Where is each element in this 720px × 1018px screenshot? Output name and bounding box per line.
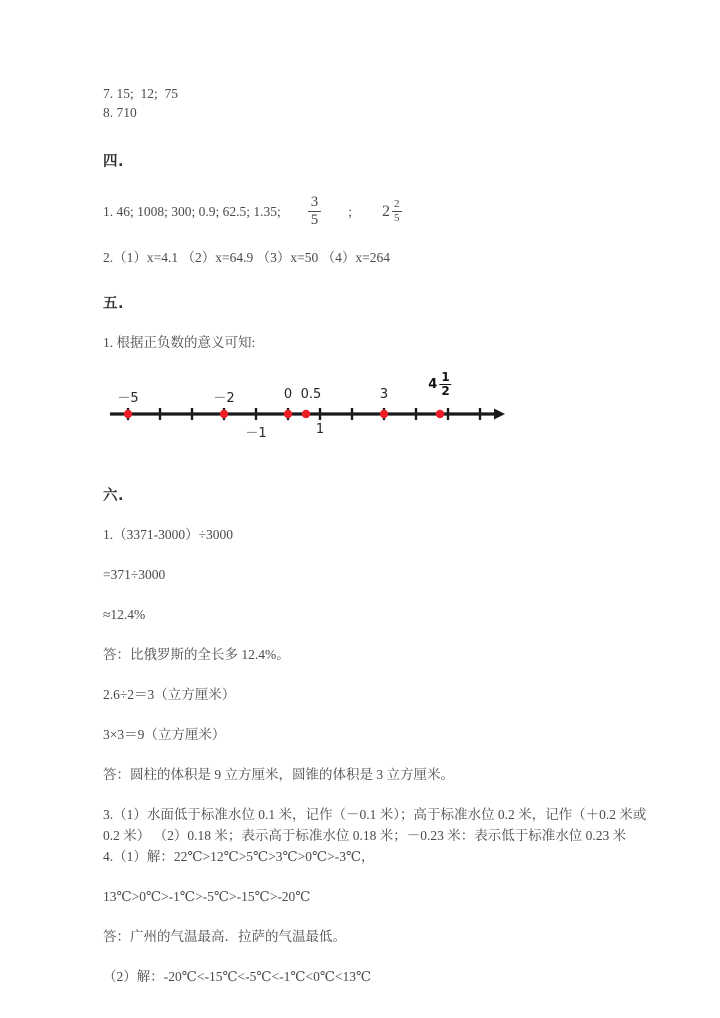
section-six-answer-1: 答：比俄罗斯的全长多 12.4%。 — [103, 647, 290, 662]
item-8: 8. 710 — [103, 105, 137, 120]
mixed-fraction-part — [439, 371, 451, 397]
spacer — [103, 313, 648, 333]
mixed-whole-part: 2 — [382, 202, 391, 220]
number-line-point — [380, 410, 388, 418]
number-line-svg — [103, 374, 648, 460]
section-six-line-5: 3×3＝9（立方厘米） — [103, 727, 226, 742]
number-line-label-above: 3 — [379, 387, 389, 402]
section-six-answer-2: 答：圆柱的体积是 9 立方厘米，圆锥的体积是 3 立方厘米。 — [103, 767, 454, 782]
section-six-item-4-line-1: 4.（1）解：22℃>12℃>5℃>3℃>0℃>-3℃， — [103, 849, 375, 864]
number-line-point — [284, 410, 292, 418]
fraction-denominator: 5 — [310, 212, 319, 228]
fraction-separator: ; — [348, 203, 353, 219]
number-line-mixed-label — [428, 371, 451, 397]
section-four-item-2: 2.（1）x=4.1 （2）x=64.9 （3）x=50 （4）x=264 — [103, 250, 390, 265]
fraction-numerator: 3 — [308, 195, 322, 212]
section-four-item-1-prefix: 1. 46; 1008; 300; 0.9; 62.5; 1.35; — [103, 203, 281, 219]
section-six-item-3: 3.（1）水面低于标准水位 0.1 米，记作（－0.1 米）；高于标准水位 0.2 米，记作（＋0.2 米或 0.2 米） （2）0.18 米；表示高于标准水位 0.18 米；－0.23 米：表示低于标准水位 0.23 米 — [103, 807, 647, 843]
item-7: 7. 15; 12; 75 — [103, 86, 179, 101]
fraction-numerator: 1 — [441, 370, 450, 384]
section-six-line-3: ≈12.4% — [103, 607, 146, 622]
spacer — [103, 171, 648, 195]
mixed-number-two-and-two-fifths — [382, 199, 403, 224]
mixed-fraction-part — [392, 199, 402, 224]
number-line-arrow-icon — [494, 409, 505, 420]
number-line-figure — [103, 370, 648, 460]
number-line-label-above: －2 — [213, 391, 235, 406]
number-line-label-above: 0.5 — [300, 387, 322, 402]
document-content — [103, 84, 648, 987]
fraction-denominator: 2 — [441, 383, 450, 398]
fraction-numerator: 2 — [394, 198, 400, 210]
mixed-whole-part: 4 — [428, 376, 438, 392]
section-heading-four: 四. — [103, 154, 125, 170]
number-line-point — [124, 410, 132, 418]
spacer — [103, 460, 648, 484]
section-heading-five: 五. — [103, 296, 125, 312]
section-six-line-2: =371÷3000 — [103, 567, 166, 582]
fraction-denominator: 5 — [394, 212, 400, 224]
section-six-item-4-line-2: 13℃>0℃>-1℃>-5℃>-15℃>-20℃ — [103, 889, 311, 904]
fraction-three-fifths — [308, 195, 322, 228]
section-six-line-4: 2.6÷2＝3（立方厘米） — [103, 687, 236, 702]
section-four-item-1 — [103, 195, 648, 228]
number-line-label-below: 1 — [315, 422, 325, 437]
section-six-item-4-answer: 答：广州的气温最高．拉萨的气温最低。 — [103, 929, 346, 944]
number-line-point — [436, 410, 444, 418]
section-five-item-1: 1. 根据正负数的意义可知: — [103, 335, 256, 350]
number-line-point — [220, 410, 228, 418]
spacer — [103, 268, 648, 292]
section-six-item-4-line-3: （2）解：-20℃<-15℃<-5℃<-1℃<0℃<13℃ — [103, 969, 372, 984]
section-heading-six: 六. — [103, 488, 125, 504]
spacer — [103, 122, 648, 150]
section-six-line-1: 1.（3371-3000）÷3000 — [103, 527, 234, 542]
number-line-label-above: 0 — [283, 387, 293, 402]
number-line-point — [302, 410, 310, 418]
number-line-label-below: －1 — [245, 426, 267, 441]
number-line-label-above: －5 — [117, 391, 139, 406]
